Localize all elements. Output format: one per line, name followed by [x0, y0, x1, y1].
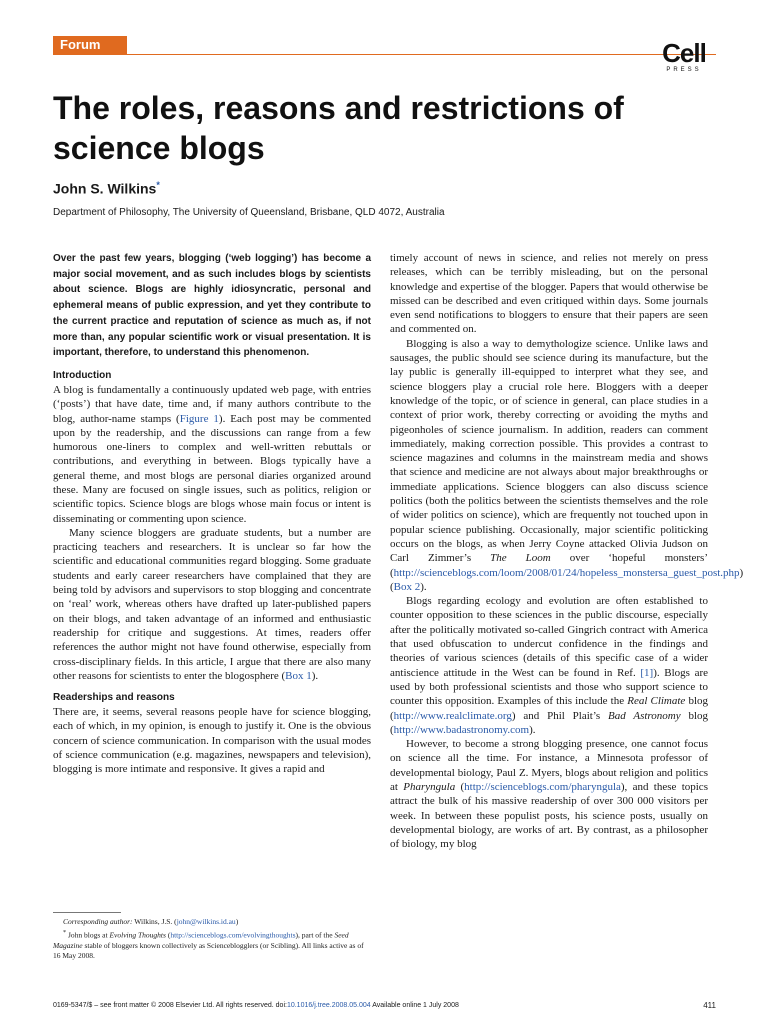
box-link[interactable]: Box 1 — [285, 669, 312, 682]
email-link[interactable]: john@wilkins.id.au — [176, 917, 236, 926]
page-footer: 0169-5347/$ – see front matter © 2008 Elsevier Ltd. All rights reserved. doi:10.1016/j.tree.2008.05.004 Available online 1 July 2008 — [53, 1002, 459, 1009]
figure-link[interactable]: Figure 1 — [179, 412, 219, 425]
author-footnote-mark[interactable]: * — [156, 180, 160, 190]
page-number: 411 — [703, 1001, 716, 1010]
box-link[interactable]: Box 2 — [393, 580, 421, 593]
logo-sub: PRESS — [666, 67, 702, 73]
section-heading-readerships: Readerships and reasons — [53, 692, 175, 704]
article-title: The roles, reasons and restrictions of science blogs — [53, 90, 624, 166]
section-heading-introduction: Introduction — [53, 369, 112, 381]
url-link[interactable]: http://www.realclimate.org — [393, 709, 512, 722]
logo-main: Cell — [662, 38, 706, 68]
doi-link[interactable]: 10.1016/j.tree.2008.05.004 — [286, 1002, 371, 1009]
author-line — [53, 176, 160, 198]
paragraph: There are, it seems, several reasons people have for science blogging, each of which, in my opinion, is enough to justify it. One is the obvious concern of science communication. In comparison with the usual modes of science communication (e.g. magazines, newspapers and television), blogging is more intimate and responsive. It gives a rapid and — [53, 706, 371, 776]
header-rule — [53, 54, 716, 55]
paragraph: timely account of news in science, and relies not merely on press releases, which can be terribly misleading, but on the personal knowledge and expertise of the blogger. Papers that would otherwise be missed can be described and even critiqued within days. Some journals even send notifications to bloggers to ensure that their papers are seen and commented on. — [390, 252, 708, 336]
url-link[interactable]: http://scienceblogs.com/evolvingthoughts — [170, 930, 296, 939]
paragraph: However, to become a strong blogging presence, one cannot focus on science all the time. For instance, a Minnesota professor of developmental biology, Paul Z. Myers, blogs about religion and politics at Pharyngula (http://scienceblogs.com/pharyngula), and these topics attract the bulk of his massive readership of over 300 000 visitors per week. In between these populist posts, his science posts, usually on developmental biology, are works of art. By contrast, as a philosopher of biology, my blog — [390, 738, 708, 851]
url-link[interactable]: http://scienceblogs.com/pharyngula — [464, 780, 621, 793]
footnotes — [53, 917, 371, 962]
section-label: Forum — [60, 37, 101, 52]
paragraph: Blogging is also a way to demythologize science. Unlike laws and sausages, the public should see science during its manufacture, but the lay public is generally ill-equipped to interpret what they see, and science bloggers play a crucial role here. Bloggers with a deeper knowledge of the topic, or of science in general, can place studies in a context of prior work, thereby correcting or avoiding the myths and pigeonholes of science journalism. In addition, readers can comment immediately, making correction possible. This provides a contrast to science magazines and columns in the mainstream media and shows that science and medicine are not always about major breakthroughs or immediate applications. Science bloggers can also discuss science politics (both the politics between the scientists themselves and the role of wider politics on science), which are frequently not touched upon in popular science publishing. Occasionally, major scientific politicking occurs on the blogs, as when Jerry Coyne attacked Olivia Judson on Carl Zimmer’s The Loom over ‘hopeful monsters’ (http://scienceblogs.com/loom/2008/01/24/hopeless_monstersa_guest_post.php) (Box 2). — [390, 337, 744, 593]
url-link[interactable]: http://www.badastronomy.com — [393, 723, 530, 736]
url-link[interactable]: http://scienceblogs.com/loom/2008/01/24/hopeless_monstersa_guest_post.php — [393, 566, 740, 579]
paragraph: Blogs regarding ecology and evolution are often established to counter opposition to these sciences in the public discourse, especially after the politically motivated so-called Gingrich contract with America that used obfuscation to undercut confidence in the findings and theories of various sciences (details of this specific case of a wider antiscience attitude in the West can be found in Ref. [1]). Blogs are used by both professional scientists and those who support science to counter this opposition. Examples of this include the Real Climate blog (http://www.realclimate.org) and Phil Plait’s Bad Astronomy blog (http://www.badastronomy.com). — [390, 595, 708, 736]
abstract: Over the past few years, blogging (‘web logging’) has become a major social movement, and as such includes blogs by scientists about science. Blogs are highly idiosyncratic, personal and ephemeral means of public expression, and yet they contribute to the current practice and reputation of science as much as, if not more than, any popular scientific work or visual presentation. It is important, therefore, to understand this phenomenon. — [53, 253, 371, 359]
footnote-corresponding: Corresponding author: Wilkins, J.S. (john@wilkins.id.au) — [63, 917, 239, 926]
publisher-logo — [651, 40, 717, 74]
author-name: John S. Wilkins — [53, 180, 157, 197]
paragraph: A blog is fundamentally a continuously updated web page, with entries (‘posts’) that have date, time and, if many authors contribute to the blog, author-name stamps (Figure 1). Each post may be commented upon by the readership, and the discussions can range from a few humorous one-liners to complex and well-written rebuttals or contributions, and everything in between. Blogs typically have a general theme, and most blogs are personal diaries organized around these. Many are focused on single issues, such as politics, religion or scientific topics. Science blogs are blogs whose main focus or intent is disseminating or commenting upon science. — [53, 383, 371, 525]
paragraph: Many science bloggers are graduate students, but a number are practicing teachers and researchers. It is unclear so far how the scientific and educational communities regard blogging. Some graduate students and early career researchers have complained that they are being told by advisors and supervisors to stop blogging and concentrate on ‘real’ work, whereas others have drafted up later-published papers on their blogs, and taken advantage of an informed and enthusiastic readership for critique and suggestions. At times, readers offer references the author might not have found otherwise, especially from cross-disciplinary fields. In this article, I argue that there are also many other reasons for scientists to enter the blogosphere (Box 1). — [53, 526, 371, 682]
left-column — [53, 251, 371, 777]
footnote-rule — [53, 912, 121, 913]
reference-link[interactable]: [1] — [640, 666, 654, 679]
footnote-author: * John blogs at Evolving Thoughts (http://scienceblogs.com/evolvingthoughts), part of the Seed Magazine stable of bloggers known collectively as Scienceblogglers (or Scibling). All links active as of 16 May 2008. — [53, 928, 364, 960]
right-column — [390, 251, 744, 851]
affiliation: Department of Philosophy, The University of Queensland, Brisbane, QLD 4072, Australia — [53, 207, 445, 218]
